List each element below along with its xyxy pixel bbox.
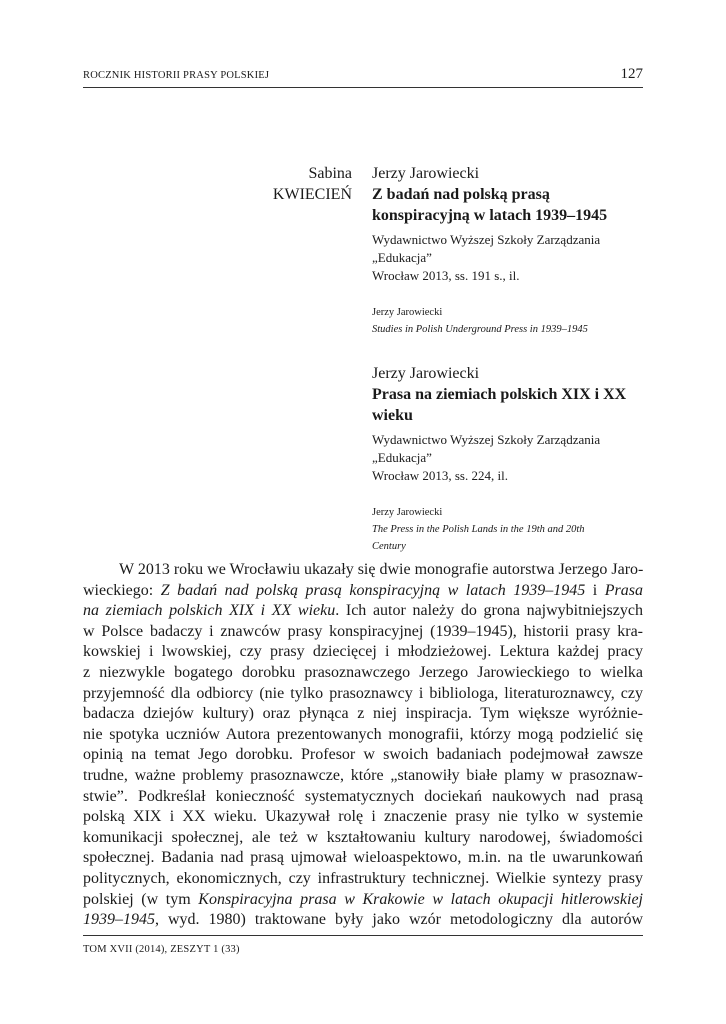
book-entry-1	[372, 163, 652, 338]
book-title-italic: 1939–1945	[83, 911, 155, 929]
translation-title-line: Studies in Polish Underground Press in 1939–1945	[372, 324, 588, 335]
book-title-line: konspiracyjną w latach 1939–1945	[372, 207, 608, 224]
review-body-paragraph	[83, 560, 643, 931]
body-line: trudne, ważne problemy prasoznawcze, które „stanowiły białe plamy w prasoznaw-	[83, 766, 643, 784]
body-line: polską XIX i XX wieku. Ukazywał rolę i znaczenie prasy nie tylko w systemie	[83, 808, 643, 826]
book-english-translation	[372, 304, 652, 338]
body-line: w Polsce badaczy i znawców prasy konspiracyjnej (1939–1945), historii prasy kra-	[83, 622, 643, 640]
book-title-line: Z badań nad polską prasą	[372, 186, 550, 203]
body-line: polskiej (w tym Konspiracyjna prasa w Krakowie w latach okupacji hitlerowskiej	[83, 890, 643, 908]
book-title-italic: Konspiracyjna prasa w Krakowie w latach okupacji hitlerowskiej	[198, 890, 643, 908]
book-title-italic: na ziemiach polskich XIX i XX wieku	[83, 602, 336, 620]
book-title-line: Prasa na ziemiach polskich XIX i XX	[372, 386, 627, 403]
journal-name: ROCZNIK HISTORII PRASY POLSKIEJ	[83, 70, 270, 81]
reviewed-books	[372, 163, 652, 555]
body-line: politycznych, ekonomicznych, czy infrastruktury technicznej. Wielkie syntezy prasy	[83, 869, 643, 887]
running-header	[83, 66, 643, 86]
book-author: Jerzy Jarowiecki	[372, 365, 480, 382]
publisher-line: Wrocław 2013, ss. 224, il.	[372, 468, 508, 483]
translation-title-line: Century	[372, 541, 406, 552]
publisher-line: Wydawnictwo Wyższej Szkoły Zarządzania	[372, 232, 601, 247]
publisher-line: Wydawnictwo Wyższej Szkoły Zarządzania	[372, 432, 601, 447]
book-title-italic: Z badań nad polską prasą konspiracyjną w latach 1939–1945	[160, 581, 586, 599]
reviewer-last-name: KWIECIEŃ	[272, 186, 352, 203]
book-author: Jerzy Jarowiecki	[372, 165, 480, 182]
translation-title-line: The Press in the Polish Lands in the 19th and 20th	[372, 524, 585, 535]
body-line: komunikacji społecznej, ale też w kształtowaniu kultury narodowej, świadomości	[83, 828, 643, 846]
page-number: 127	[620, 66, 643, 82]
book-publication-info	[372, 431, 652, 485]
body-line: wieckiego: Z badań nad polską prasą konspiracyjną w latach 1939–1945 i Prasa	[83, 581, 643, 599]
publisher-line: „Edukacja”	[372, 450, 432, 465]
body-line: 1939–1945, wyd. 1980) traktowane były jako wzór metodologiczny dla autorów	[83, 911, 643, 929]
book-title-line: wieku	[372, 407, 413, 424]
book-publication-info	[372, 231, 652, 285]
translation-author: Jerzy Jarowiecki	[372, 307, 443, 318]
footer-rule	[83, 935, 643, 936]
body-line: stwie”. Podkreślał konieczność systematycznych dociekań naukowych nad prasą	[83, 787, 643, 805]
book-entry-2	[372, 363, 652, 555]
body-line: społecznej. Badania nad prasą ujmował wieloaspektowo, m.in. na tle uwarunkowań	[83, 849, 643, 867]
reviewer-first-name: Sabina	[308, 165, 352, 182]
body-line: badacza dziejów kultury) oraz płynąca z niej inspiracja. Tym większe wyróżnie-	[83, 705, 643, 723]
body-line: przyjemność dla odbiorcy (nie tylko prasoznawcy i bibliologa, literaturoznawcy, czy	[83, 684, 643, 702]
body-line: W 2013 roku we Wrocławiu ukazały się dwie monografie autorstwa Jerzego Jaro-	[119, 561, 644, 578]
publisher-line: Wrocław 2013, ss. 191 s., il.	[372, 268, 520, 283]
body-line: na ziemiach polskich XIX i XX wieku. Ich autor należy do grona najwybitniejszych	[83, 602, 643, 620]
header-rule	[83, 87, 643, 88]
book-english-translation	[372, 504, 652, 555]
body-line: nie spotyka uczniów Autora prezentowanych monografii, którzy mogą podzielić się	[83, 725, 643, 743]
publisher-line: „Edukacja”	[372, 250, 432, 265]
body-line: opinią na temat Jego dorobku. Profesor w swoich badaniach podejmował zawsze	[83, 746, 643, 764]
translation-author: Jerzy Jarowiecki	[372, 507, 443, 518]
body-line: kowskiej i lwowskiej, czy prasy dziecięcej i młodzieżowej. Lektura każdej pracy	[83, 643, 643, 661]
body-line: z niezwykle bogatego dorobku prasoznawczego Jerzego Jarowieckiego to wielka	[83, 663, 643, 681]
book-title-italic: Prasa	[604, 581, 643, 599]
reviewer-name	[273, 163, 352, 205]
issue-footer: TOM XVII (2014), ZESZYT 1 (33)	[83, 944, 240, 955]
